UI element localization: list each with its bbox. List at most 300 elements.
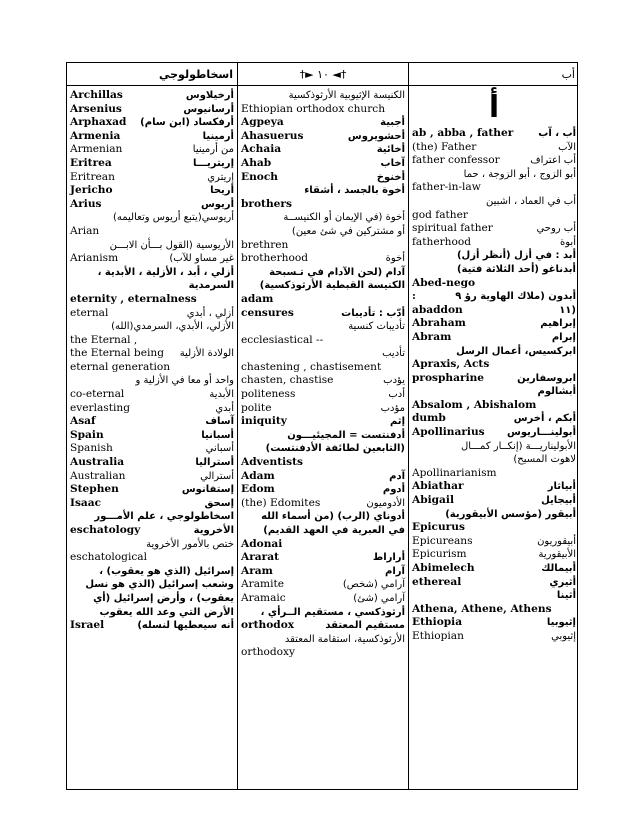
- dictionary-entry: [241, 402, 405, 416]
- entry-english: the Eternal ,: [70, 333, 138, 346]
- entry-english: adam: [241, 292, 274, 305]
- entry-arabic: أرخيلاوس: [185, 90, 234, 101]
- entry-english: prospharine: [412, 371, 485, 384]
- entry-english: everlasting: [70, 401, 130, 414]
- entry-arabic: إستفانوس: [181, 484, 234, 496]
- entry-arabic: غير مساو للآب): [169, 253, 234, 265]
- dictionary-entry: [70, 497, 234, 511]
- entry-english: orthodox: [241, 619, 295, 632]
- entry-english: Israel: [70, 619, 105, 632]
- entry-arabic: في العبرية في العهد القديم): [263, 525, 405, 536]
- entry-english: Edom: [241, 483, 275, 496]
- dictionary-entry: [412, 603, 576, 617]
- dictionary-entry: [412, 263, 576, 277]
- entry-arabic: إثم: [389, 416, 405, 428]
- entry-arabic: اسخاطولوجي ، علم الأمـــور: [94, 511, 234, 523]
- entry-english: Adonai: [241, 537, 283, 550]
- entry-arabic: أريوسي(يتبع أريوس وتعاليمه): [112, 212, 234, 224]
- entry-english: co-eternal: [70, 388, 125, 401]
- dictionary-entry: [412, 249, 576, 263]
- dictionary-entry: [241, 497, 405, 511]
- entry-arabic: الأبدية: [209, 389, 234, 401]
- entry-arabic: أب روحي: [536, 223, 576, 235]
- column-right: [408, 86, 579, 789]
- entry-english: Arianism: [70, 252, 119, 265]
- entry-english: Abimelech: [412, 562, 475, 574]
- dictionary-entry: [412, 562, 576, 576]
- dictionary-entry: [241, 646, 405, 660]
- entry-arabic: تأديب: [382, 348, 405, 360]
- entry-arabic: واحد أو معا في الأزلية و: [135, 375, 234, 387]
- entry-english: Aram: [241, 564, 273, 577]
- entry-english: Arian: [70, 224, 100, 237]
- dictionary-entry: [241, 307, 405, 321]
- dictionary-entry: [412, 508, 576, 522]
- entry-english: ethereal: [412, 575, 462, 588]
- entry-arabic: أدفنتست = المجيئيـــون: [287, 429, 405, 441]
- entry-english: Apollinarius: [412, 426, 485, 439]
- dictionary-entry: [70, 578, 234, 592]
- dictionary-entry: [70, 130, 234, 144]
- entry-english: chasten, chastise: [241, 374, 334, 387]
- entry-english: eternal: [70, 306, 109, 319]
- dictionary-entry: [70, 266, 234, 280]
- entry-arabic: الأرض التي وعد الله يعقوب: [99, 606, 234, 618]
- dictionary-entry: [241, 157, 405, 171]
- entry-english: eschatological: [70, 551, 147, 564]
- dictionary-entry: [241, 429, 405, 443]
- entry-english: Jericho: [70, 184, 113, 197]
- dictionary-entry: [241, 211, 405, 225]
- header-right-word: أب: [561, 67, 575, 81]
- entry-arabic: أستراليا: [195, 457, 234, 469]
- entry-english: Asaf: [70, 415, 96, 428]
- dictionary-entry: [412, 168, 576, 182]
- dictionary-entry: [70, 103, 234, 117]
- page-number: †► ١٠ ◄†: [299, 67, 347, 81]
- entry-arabic: مستقيم المعتقد: [325, 620, 405, 632]
- dictionary-entry: [70, 374, 234, 388]
- entry-english: Ararat: [241, 551, 280, 564]
- dictionary-entry: [70, 171, 234, 185]
- dictionary-entry: [70, 551, 234, 565]
- dictionary-entry: [70, 402, 234, 416]
- entry-english: eschatology: [70, 524, 141, 536]
- entry-arabic: أبيقوريون: [537, 535, 576, 547]
- entry-english: Arius: [70, 197, 102, 210]
- entry-arabic: ابروسفارين: [517, 372, 576, 384]
- entry-arabic: أسترالي: [200, 470, 234, 482]
- dictionary-entry: [241, 347, 405, 361]
- entry-english: Apollinarianism: [412, 466, 497, 479]
- dictionary-entry: [241, 442, 405, 456]
- entry-arabic: أزلي ، أبدي: [186, 307, 234, 319]
- entry-arabic: أخنوخ: [376, 171, 405, 183]
- dictionary-entry: [70, 143, 234, 157]
- entry-arabic: أخوة: [385, 253, 405, 265]
- dictionary-entry: [241, 361, 405, 375]
- entry-arabic: آرام: [385, 565, 405, 577]
- header-left: [67, 63, 237, 85]
- dictionary-entry: [241, 116, 405, 130]
- entry-arabic: يؤدب: [383, 375, 405, 387]
- entry-arabic: أزلي ، أبد ، الأزلية ، الأبدية ،: [97, 266, 234, 278]
- entry-arabic: إثيوبي: [551, 630, 576, 642]
- entry-english: Eritrean: [70, 170, 115, 183]
- entry-arabic: الكنيسة الإثيوبية الأرثوذكسية: [288, 90, 405, 101]
- entry-english: Ethiopian orthodox church: [241, 102, 386, 115]
- entry-english: Athena, Athene, Athens: [412, 602, 552, 615]
- entry-english: Epicureans: [412, 534, 473, 547]
- entry-arabic: أنه سيعطيها لنسله): [137, 620, 234, 632]
- dictionary-entry: [412, 521, 576, 535]
- dictionary-entry: [412, 317, 576, 331]
- entry-english: dumb: [412, 412, 446, 425]
- entry-arabic: أو مشتركين في شئ معين): [291, 225, 405, 237]
- dictionary-entry: [241, 184, 405, 198]
- dictionary-entry: [241, 103, 405, 117]
- entry-english: god father: [412, 208, 468, 221]
- entry-english: Spanish: [70, 442, 113, 455]
- dictionary-entry: [70, 184, 234, 198]
- entry-english: Stephen: [70, 483, 119, 496]
- dictionary-entry: [241, 225, 405, 239]
- dictionary-entry: [241, 171, 405, 185]
- dictionary-entry: [412, 345, 576, 359]
- entry-arabic: أبولينـــاريوس: [507, 427, 576, 439]
- entry-arabic: إبرام: [551, 331, 576, 343]
- dictionary-entry: [241, 619, 405, 633]
- entry-arabic: أخوة بالجسد ، أشقاء: [304, 185, 405, 197]
- column-middle: [237, 86, 408, 789]
- entry-english: brethren: [241, 238, 289, 251]
- dictionary-entry: [241, 524, 405, 538]
- dictionary-entry: [70, 239, 234, 253]
- entry-english: father confessor: [412, 154, 500, 167]
- dictionary-columns: [66, 86, 578, 790]
- entry-arabic: أسبانيا: [201, 429, 234, 441]
- entry-english: the Eternal being: [70, 347, 164, 360]
- dictionary-entry: [412, 467, 576, 481]
- entry-english: politeness: [241, 388, 296, 401]
- entry-english: eternal generation: [70, 360, 171, 373]
- dictionary-entry: [241, 470, 405, 484]
- entry-english: brothers: [241, 197, 292, 210]
- dictionary-entry: [241, 320, 405, 334]
- dictionary-entry: [412, 630, 576, 644]
- entry-english: Adam: [241, 469, 275, 482]
- entry-english: (the) Edomites: [241, 496, 321, 509]
- entry-english: Apraxis, Acts: [412, 358, 490, 371]
- entry-arabic: أرمينيا: [202, 130, 234, 142]
- dictionary-entry: [241, 89, 405, 103]
- entry-english: polite: [241, 401, 272, 414]
- entry-arabic: إبراهيم: [540, 318, 576, 330]
- entry-arabic: أبيمالك: [541, 563, 576, 574]
- dictionary-entry: [412, 616, 576, 630]
- dictionary-entry: [70, 606, 234, 620]
- entry-english: fatherhood: [412, 235, 472, 248]
- entry-english: Abram: [412, 330, 452, 343]
- entry-arabic: آساف: [205, 416, 234, 428]
- entry-english: Armenia: [70, 129, 121, 142]
- entry-english: Spain: [70, 428, 104, 441]
- dictionary-entry: [412, 426, 576, 440]
- dictionary-entry: [70, 524, 234, 538]
- dictionary-entry: [70, 89, 234, 103]
- entry-arabic: الأريوسية (القول بـــأن الابـــن: [109, 239, 234, 251]
- entry-arabic: الأبوليناريـــة (إنكــار كمـــال: [460, 440, 576, 452]
- entry-arabic: أدب: [388, 389, 405, 401]
- dictionary-entry: [70, 279, 234, 293]
- entry-arabic: أرفكساد (ابن سام): [140, 117, 234, 129]
- dictionary-entry: [412, 209, 576, 223]
- dictionary-entry: [241, 456, 405, 470]
- entry-english: (the) Father: [412, 140, 477, 153]
- entry-arabic: أبوة: [560, 236, 576, 248]
- entry-english: Aramite: [241, 578, 284, 591]
- entry-arabic: أبشالوم: [537, 386, 576, 398]
- dictionary-page: [66, 62, 578, 790]
- dictionary-entry: [412, 372, 576, 386]
- entry-arabic: أبدون (ملاك الهاوية رؤ ٩: [455, 291, 576, 303]
- dictionary-entry: [70, 619, 234, 633]
- entry-english: Archillas: [70, 89, 123, 101]
- section-letter: أ: [488, 90, 500, 125]
- dictionary-entry: [70, 415, 234, 429]
- entry-arabic: أسباني: [205, 443, 234, 455]
- entry-arabic: (١١: [559, 304, 576, 316]
- entry-english: orthodoxy: [241, 646, 296, 659]
- entry-arabic: الأخروية: [193, 525, 234, 536]
- dictionary-entry: [70, 388, 234, 402]
- dictionary-entry: [412, 548, 576, 562]
- header-left-word: اسخاطولوجي: [159, 67, 233, 81]
- dictionary-entry: [241, 483, 405, 497]
- dictionary-entry: [70, 211, 234, 225]
- entry-arabic: أب اعتراف: [530, 155, 576, 167]
- entry-arabic: ابركسيس، أعمال الرسل: [456, 345, 576, 357]
- entry-english: Australia: [70, 456, 125, 469]
- entry-arabic: يعقوب) ، وأرض إسرائيل (أي: [93, 592, 234, 604]
- entry-english: Absalom , Abishalom: [412, 398, 537, 411]
- dictionary-entry: [412, 412, 576, 426]
- entry-english: abaddon: [412, 303, 463, 316]
- entry-english: Ahasuerus: [241, 129, 304, 142]
- entry-english: Abraham: [412, 317, 466, 330]
- dictionary-entry: [412, 304, 576, 318]
- entry-arabic: لاهوت المسيح): [513, 454, 576, 466]
- dictionary-entry: [70, 470, 234, 484]
- dictionary-entry: [412, 277, 576, 291]
- dictionary-entry: [241, 252, 405, 266]
- entry-arabic: الأزلي، الأبدي، السرمدي(الله): [111, 321, 234, 333]
- dictionary-entry: [241, 510, 405, 524]
- entry-arabic: الكنيسة القبطية الأرثوذكسية): [259, 280, 405, 292]
- dictionary-entry: [412, 453, 576, 467]
- dictionary-entry: [241, 388, 405, 402]
- entry-arabic: الآب: [558, 141, 576, 153]
- dictionary-entry: [241, 293, 405, 307]
- dictionary-entry: [412, 236, 576, 250]
- dictionary-entry: [70, 225, 234, 239]
- entry-arabic: أريحا: [210, 185, 234, 197]
- dictionary-entry: [412, 154, 576, 168]
- entry-arabic: أبيقور (مؤسس الأبيقورية): [445, 508, 576, 520]
- dictionary-entry: [241, 633, 405, 647]
- entry-english: Ethiopia: [412, 616, 463, 629]
- entry-english: Arsenius: [70, 102, 122, 115]
- entry-arabic: تأديبات كنسية: [348, 321, 405, 333]
- dictionary-entry: [412, 385, 576, 399]
- entry-arabic: أخوة (في الإيمان أو الكنيســة: [283, 212, 405, 224]
- dictionary-entry: [70, 538, 234, 552]
- entry-arabic: أب ، آب: [538, 128, 576, 139]
- dictionary-entry: [412, 222, 576, 236]
- dictionary-entry: [70, 592, 234, 606]
- entry-arabic: السرمدية: [188, 280, 234, 292]
- dictionary-entry: [412, 331, 576, 345]
- dictionary-entry: [70, 293, 234, 307]
- entry-arabic: أحشويروس: [347, 130, 405, 142]
- dictionary-entry: [241, 266, 405, 280]
- entry-english: brotherhood: [241, 252, 308, 265]
- header-right: [408, 63, 579, 85]
- entry-english: spiritual father: [412, 222, 493, 235]
- dictionary-entry: [241, 279, 405, 293]
- entry-arabic: مؤدب: [380, 402, 405, 414]
- entry-english: chastening , chastisement: [241, 360, 382, 373]
- entry-english: eternity , eternalness: [70, 292, 197, 305]
- entry-arabic: أبدي: [215, 402, 234, 414]
- entry-english: Abiathar: [412, 480, 464, 493]
- entry-arabic: أدوناي (الرب) (من أسماء الله: [261, 511, 405, 523]
- entry-arabic: أجبية: [380, 117, 405, 129]
- entry-arabic: إريتريـــا: [192, 157, 234, 169]
- dictionary-entry: [241, 578, 405, 592]
- dictionary-entry: [412, 290, 576, 304]
- entry-arabic: أراراط: [372, 552, 405, 564]
- dictionary-entry: [241, 592, 405, 606]
- entry-english: iniquity: [241, 415, 287, 428]
- entry-english: Agpeya: [241, 116, 284, 129]
- entry-english: Arphaxad: [70, 116, 127, 129]
- entry-english: Adventists: [241, 456, 303, 469]
- dictionary-entry: [412, 195, 576, 209]
- entry-english: :: [412, 290, 416, 303]
- entry-english: Epicurism: [412, 548, 467, 561]
- entry-english: Australian: [70, 469, 126, 482]
- dictionary-entry: [70, 307, 234, 321]
- dictionary-entry: [412, 535, 576, 549]
- page-header: [66, 62, 578, 86]
- entry-english: ecclesiastical --: [241, 333, 324, 346]
- entry-arabic: (التابعين لطائفة الأدفنتست): [265, 443, 405, 455]
- entry-arabic: أبكم ، أخرس: [513, 413, 576, 425]
- dictionary-entry: [412, 141, 576, 155]
- entry-english: Isaac: [70, 496, 102, 509]
- entry-arabic: آخاب: [380, 157, 405, 169]
- dictionary-entry: [412, 440, 576, 454]
- dictionary-entry: [241, 239, 405, 253]
- entry-arabic: أدوم: [382, 484, 405, 496]
- dictionary-entry: [241, 551, 405, 565]
- dictionary-entry: [70, 361, 234, 375]
- dictionary-entry: [70, 442, 234, 456]
- entry-arabic: إريتري: [207, 171, 234, 183]
- entry-english: Ethiopian: [412, 629, 464, 642]
- entry-arabic: أبد : في أزل (أنظر أزل): [456, 250, 576, 262]
- dictionary-entry: [241, 565, 405, 579]
- dictionary-entry: [412, 480, 576, 494]
- dictionary-entry: [70, 116, 234, 130]
- dictionary-entry: [70, 334, 234, 348]
- entry-arabic: أريوس: [200, 198, 234, 210]
- dictionary-entry: [412, 181, 576, 195]
- entry-arabic: أثيري: [549, 576, 576, 588]
- dictionary-entry: [241, 130, 405, 144]
- dictionary-entry: [241, 415, 405, 429]
- dictionary-entry: [70, 510, 234, 524]
- entry-arabic: أخائية: [376, 144, 405, 156]
- entry-arabic: ختص بالأمور الأخروية: [146, 538, 234, 550]
- entry-english: father-in-law: [412, 181, 481, 194]
- dictionary-entry: [241, 606, 405, 620]
- entry-arabic: آرامي (شخص): [342, 579, 405, 591]
- entry-arabic: أبياثار: [547, 481, 576, 493]
- entry-arabic: أدّب : تأديبات: [341, 307, 405, 319]
- entry-arabic: آدام (لحن الآدام في تـسبحة: [269, 266, 405, 278]
- entry-arabic: إسحق: [204, 497, 234, 509]
- dictionary-entry: [70, 252, 234, 266]
- column-left: [67, 86, 237, 789]
- entry-arabic: من أرمينيا: [192, 144, 234, 156]
- dictionary-entry: [70, 565, 234, 579]
- entry-arabic: أثينا: [556, 590, 576, 602]
- entry-english: Armenian: [70, 143, 123, 156]
- entry-arabic: إثيوبيا: [546, 617, 576, 629]
- entry-english: Achaia: [241, 143, 282, 156]
- entry-english: Abed-nego: [412, 276, 476, 289]
- dictionary-entry: [412, 127, 576, 141]
- dictionary-entry: [412, 358, 576, 372]
- entry-arabic: أبيجايل: [541, 495, 576, 507]
- entry-english: Enoch: [241, 170, 278, 183]
- dictionary-entry: [241, 143, 405, 157]
- dictionary-entry: [70, 347, 234, 361]
- dictionary-entry: [241, 334, 405, 348]
- entry-arabic: أرثوذكسي ، مستقيم الــرأي ،: [260, 606, 405, 618]
- entry-english: Aramaic: [241, 591, 286, 604]
- dictionary-entry: [412, 494, 576, 508]
- entry-arabic: الأدوميون: [366, 497, 405, 509]
- dictionary-entry: [70, 157, 234, 171]
- entry-arabic: أب في العماد ، اشبين: [486, 195, 576, 207]
- entry-arabic: إسرائيل (الذي هو يعقوب) ،: [99, 565, 234, 577]
- entry-english: Epicurus: [412, 521, 465, 534]
- entry-english: Abigail: [412, 494, 454, 507]
- entry-english: censures: [241, 306, 294, 319]
- entry-arabic: أرسانيوس: [183, 103, 234, 115]
- dictionary-entry: [70, 429, 234, 443]
- dictionary-entry: [241, 198, 405, 212]
- entry-english: Ahab: [241, 156, 272, 169]
- entry-arabic: آدم: [389, 470, 405, 482]
- entry-arabic: وشعب إسرائيل (الذي هو نسل: [85, 579, 234, 591]
- dictionary-entry: [70, 483, 234, 497]
- header-center: [237, 63, 408, 85]
- entry-arabic: أبدناغو (أحد الثلاثة فتية): [456, 263, 576, 275]
